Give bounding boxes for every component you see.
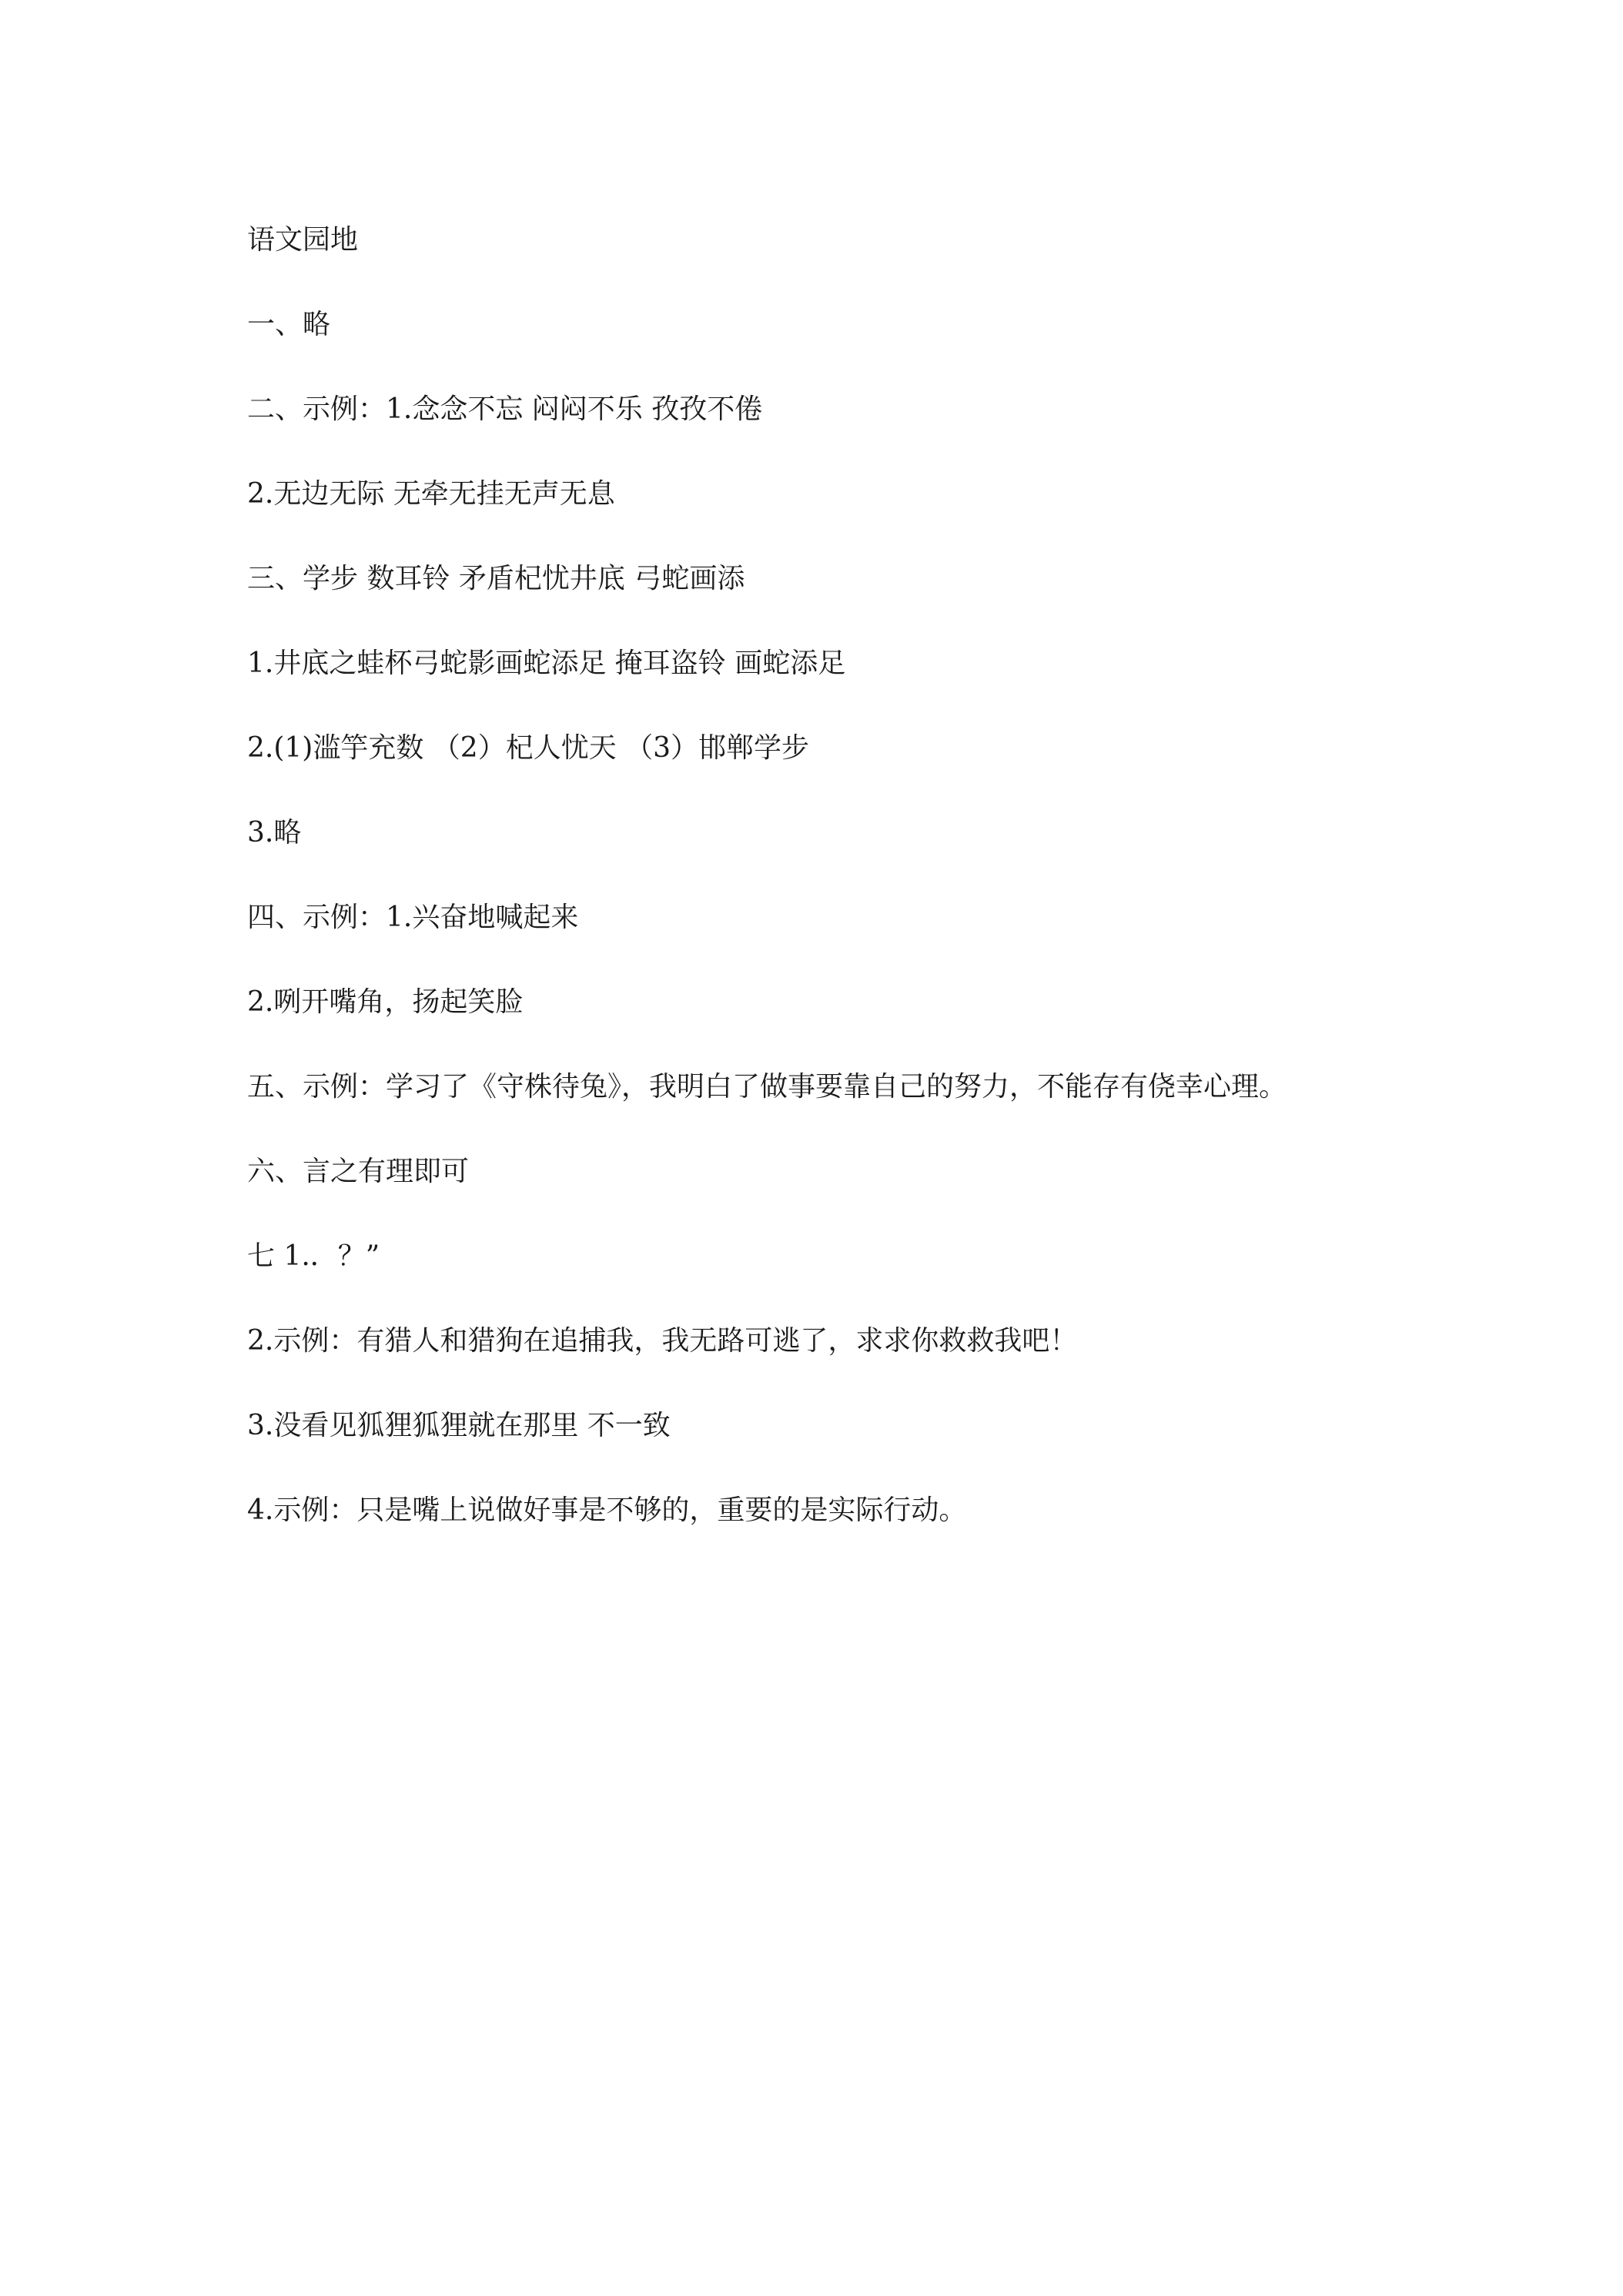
document-title: 语文园地 [247,224,359,256]
answer-line: 七 1.．？” [247,1240,380,1272]
answer-line: 四、示例：1.兴奋地喊起来 [247,902,579,933]
answer-line: 一、略 [247,309,331,340]
answer-line: 2.咧开嘴角，扬起笑脸 [247,986,524,1018]
answer-line: 二、示例：1.念念不忘 闷闷不乐 孜孜不倦 [247,393,763,425]
answer-line: 2.示例：有猎人和猎狗在追捕我，我无路可逃了，求求你救救我吧！ [247,1325,1078,1357]
answer-line: 3.没看见狐狸狐狸就在那里 不一致 [247,1410,671,1441]
answer-line: 2.无边无际 无牵无挂无声无息 [247,478,615,510]
answer-line: 五、示例：学习了《守株待兔》，我明白了做事要靠自己的努力，不能存有侥幸心理。 [247,1071,1287,1103]
answer-line: 3.略 [247,817,302,848]
answer-line: 六、言之有理即可 [247,1156,470,1187]
answer-line: 4.示例：只是嘴上说做好事是不够的，重要的是实际行动。 [247,1494,967,1526]
answer-line: 2.(1)滥竽充数 （2）杞人忧天 （3）邯郸学步 [247,732,810,764]
answer-line: 三、学步 数耳铃 矛盾杞忧井底 弓蛇画添 [247,563,745,594]
answer-line: 1.井底之蛙杯弓蛇影画蛇添足 掩耳盗铃 画蛇添足 [247,648,846,679]
